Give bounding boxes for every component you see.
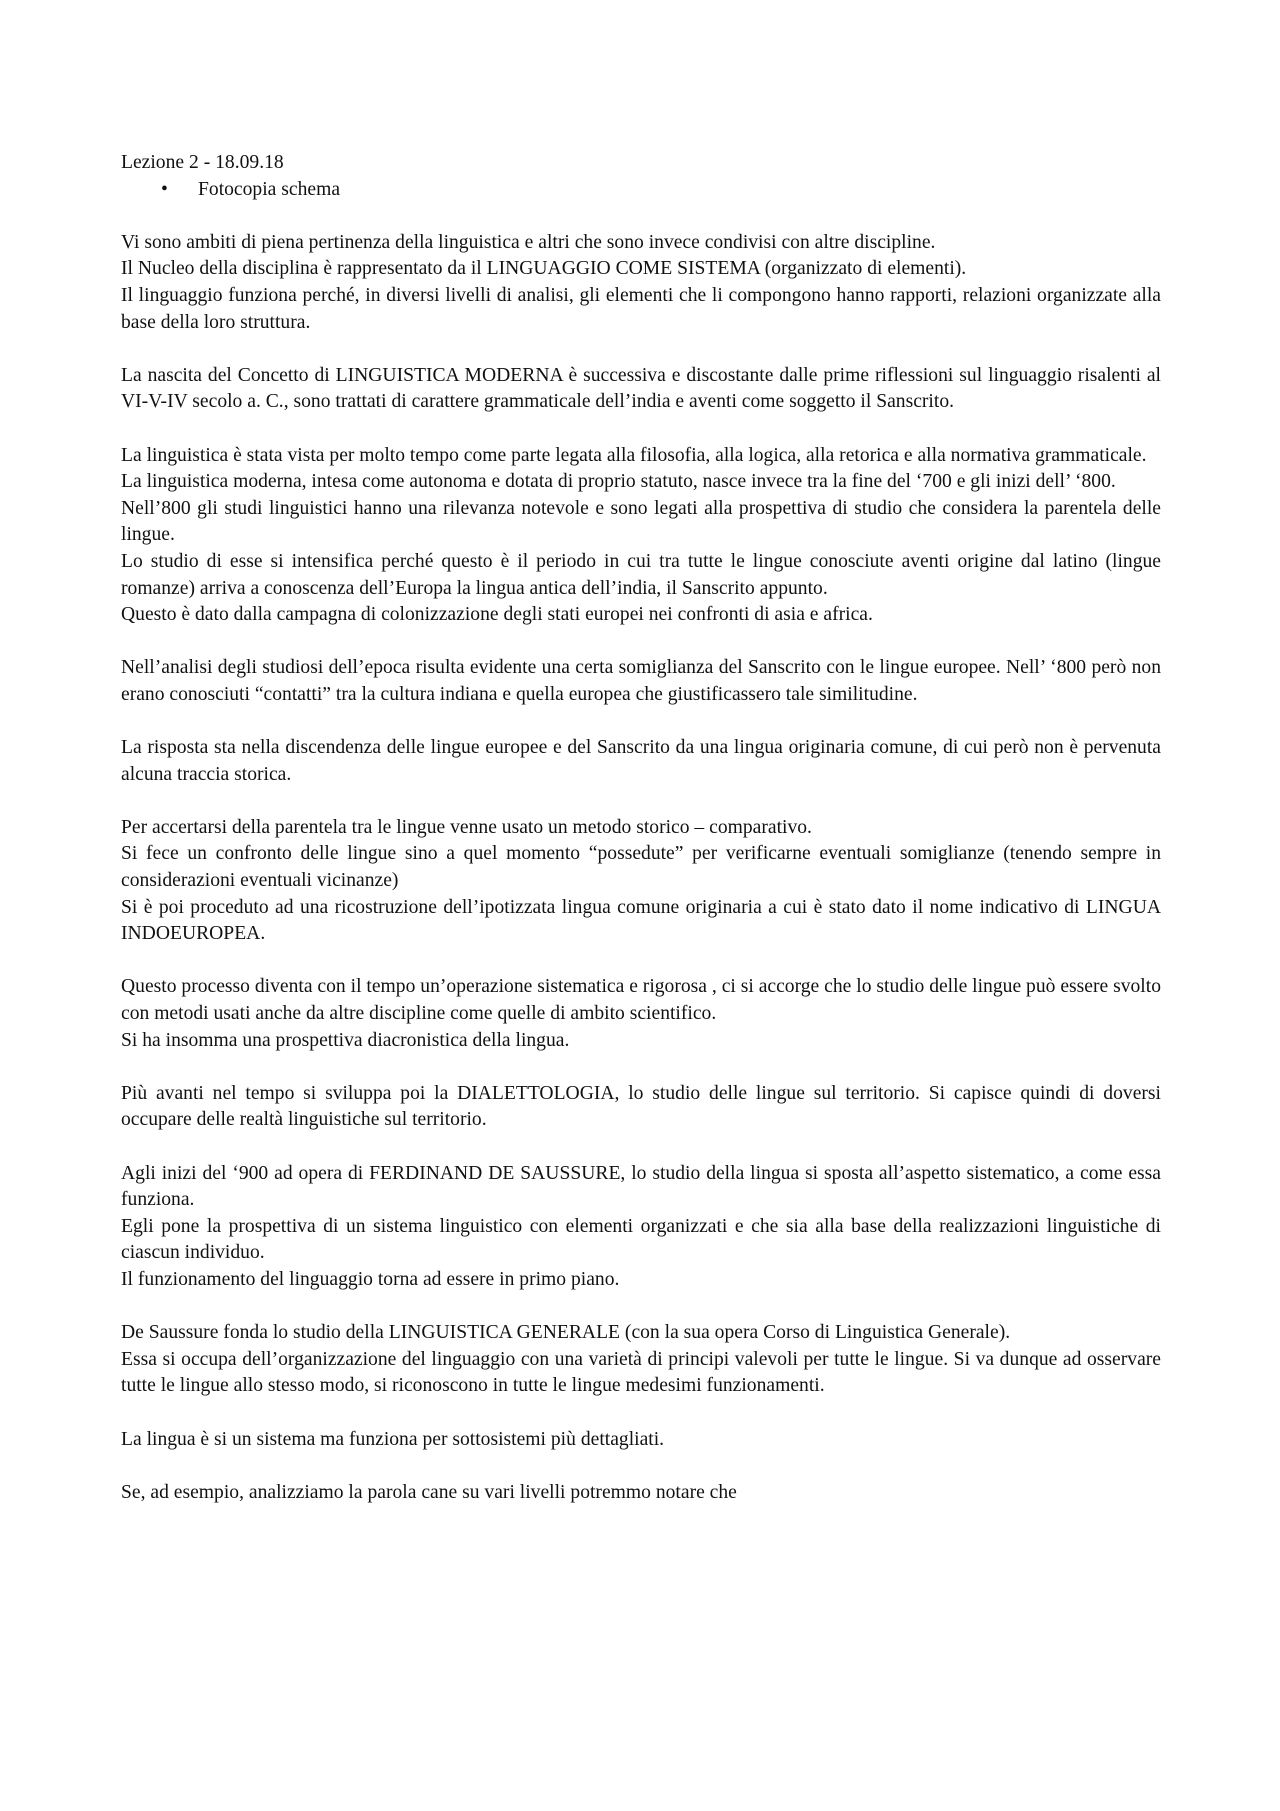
- bullet-item: [121, 177, 1161, 204]
- bullet-text: Fotocopia schema: [198, 178, 341, 200]
- paragraph: De Saussure fonda lo studio della LINGUISTICA GENERALE (con la sua opera Corso di Linguistica Generale).: [121, 1322, 1011, 1344]
- paragraph: Il linguaggio funziona perché, in diversi livelli di analisi, gli elementi che li compongono hanno rapporti, relazioni organizzate alla base della loro struttura.: [121, 284, 1161, 333]
- paragraph: Nell’analisi degli studiosi dell’epoca risulta evidente una certa somiglianza del Sanscrito con le lingue europee. Nell’ ‘800 però non erano conosciuti “contatti” tra la cultura indiana e quella europea che giustificassero tale similitudine.: [121, 657, 1161, 705]
- lesson-title: Lezione 2 - 18.09.18: [121, 152, 284, 173]
- paragraph: Vi sono ambiti di piena pertinenza della linguistica e altri che sono invece condivisi con altre discipline.: [121, 231, 936, 253]
- paragraph: Si fece un confronto delle lingue sino a quel momento “possedute” per verificarne eventuali somiglianze (tenendo sempre in considerazioni eventuali vicinanze): [121, 843, 1161, 892]
- paragraph: Per accertarsi della parentela tra le lingue venne usato un metodo storico – comparativo.: [121, 816, 812, 838]
- bullet-dot-icon: •: [161, 178, 168, 200]
- paragraph: La linguistica è stata vista per molto tempo come parte legata alla filosofia, alla logica, alla retorica e alla normativa grammaticale.: [121, 444, 1147, 466]
- paragraph: Agli inizi del ‘900 ad opera di FERDINAND DE SAUSSURE, lo studio della lingua si sposta all’aspetto sistematico, a come essa funziona.: [121, 1162, 1161, 1211]
- paragraph: Essa si occupa dell’organizzazione del linguaggio con una varietà di principi valevoli per tutte le lingue. Si va dunque ad osservare tutte le lingue allo stesso modo, si riconoscono in tutte le lingue medesimi funzionamenti.: [121, 1348, 1161, 1397]
- paragraph: La lingua è si un sistema ma funziona per sottosistemi più dettagliati.: [121, 1428, 665, 1450]
- paragraph: La linguistica moderna, intesa come autonoma e dotata di proprio statuto, nasce invece tra la fine del ‘700 e gli inizi dell’ ‘800.: [121, 471, 1116, 493]
- document-page: [121, 150, 1161, 1506]
- paragraph: Il funzionamento del linguaggio torna ad essere in primo piano.: [121, 1268, 620, 1290]
- paragraph: Questo è dato dalla campagna di colonizzazione degli stati europei nei confronti di asia e africa.: [121, 604, 873, 626]
- paragraph: Questo processo diventa con il tempo un’operazione sistematica e rigorosa , ci si accorge che lo studio delle lingue può essere svolto con metodi usati anche da altre discipline come quelle di ambito scientifico.: [121, 976, 1161, 1024]
- paragraph: Se, ad esempio, analizziamo la parola cane su vari livelli potremmo notare che: [121, 1481, 737, 1503]
- paragraph: Il Nucleo della disciplina è rappresentato da il LINGUAGGIO COME SISTEMA (organizzato di elementi).: [121, 258, 967, 280]
- paragraph: Lo studio di esse si intensifica perché questo è il periodo in cui tra tutte le lingue conosciute aventi origine dal latino (lingue romanze) arriva a conoscenza dell’Europa la lingua antica dell’india, il Sanscrito appunto.: [121, 550, 1161, 599]
- paragraph: La risposta sta nella discendenza delle lingue europee e del Sanscrito da una lingua originaria comune, di cui però non è pervenuta alcuna traccia storica.: [121, 737, 1161, 785]
- paragraph: Più avanti nel tempo si sviluppa poi la DIALETTOLOGIA, lo studio delle lingue sul territorio. Si capisce quindi di doversi occupare delle realtà linguistiche sul territorio.: [121, 1082, 1161, 1131]
- paragraph: La nascita del Concetto di LINGUISTICA MODERNA è successiva e discostante dalle prime riflessioni sul linguaggio risalenti al VI-V-IV secolo a. C., sono trattati di carattere grammaticale dell’india e aventi come soggetto il Sanscrito.: [121, 364, 1161, 413]
- paragraph: Nell’800 gli studi linguistici hanno una rilevanza notevole e sono legati alla prospettiva di studio che considera la parentela delle lingue.: [121, 497, 1161, 546]
- paragraph: Egli pone la prospettiva di un sistema linguistico con elementi organizzati e che sia alla base della realizzazioni linguistiche di ciascun individuo.: [121, 1215, 1161, 1264]
- paragraph: Si ha insomma una prospettiva diacronistica della lingua.: [121, 1029, 570, 1051]
- paragraph: Si è poi proceduto ad una ricostruzione dell’ipotizzata lingua comune originaria a cui è stato dato il nome indicativo di LINGUA INDOEUROPEA.: [121, 896, 1161, 945]
